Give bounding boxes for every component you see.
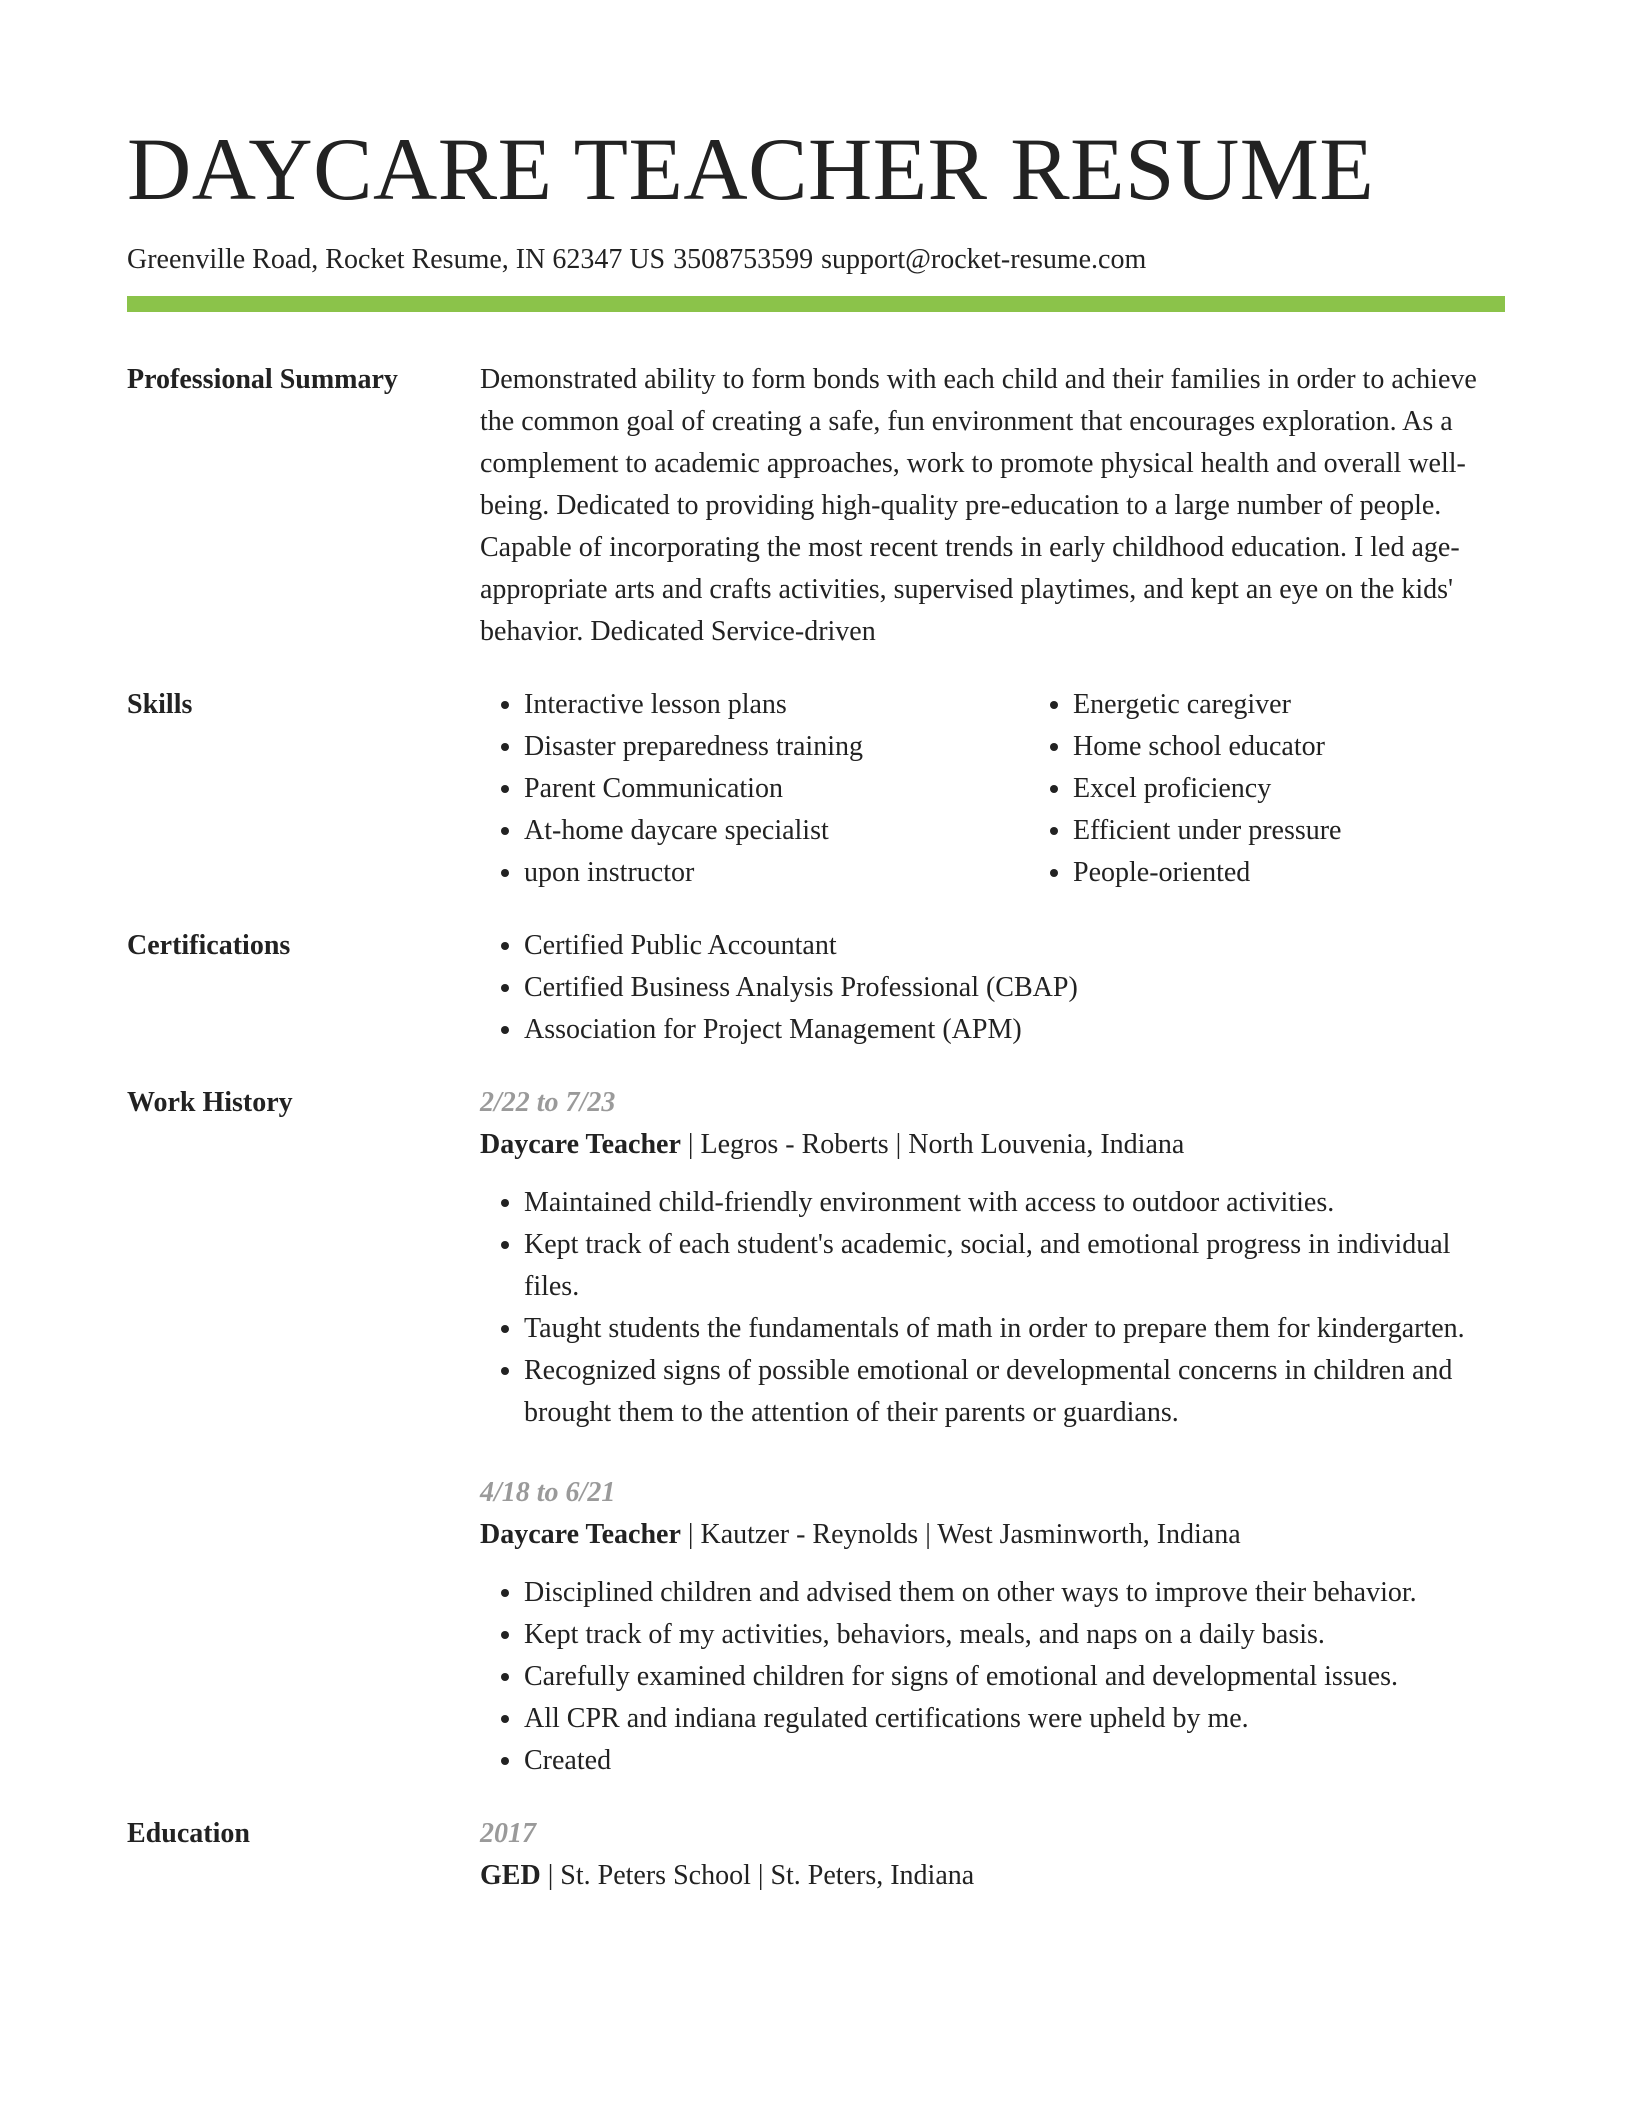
contact-email: support@rocket-resume.com: [821, 244, 1147, 275]
skill-item: • Home school educator: [1073, 726, 1578, 768]
header-divider: [127, 296, 1505, 312]
education-date: 2017: [480, 1818, 536, 1849]
job-bullet: • All CPR and indiana regulated certifications were upheld by me.: [524, 1698, 1505, 1740]
resume-title: DAYCARE TEACHER RESUME: [127, 121, 1375, 219]
skill-item: • People-oriented: [1073, 852, 1578, 894]
summary-text: Demonstrated ability to form bonds with each child and their families in order to achieve the common goal of creating a safe, fun environment that encourages exploration. As a complement to academic approaches, work to promote physical health and overall well-being. Dedicated to providing high-quality pre-education to a large number of people. Capable of incorporating the most recent trends in early childhood education. I led age-appropriate arts and crafts activities, supervised playtimes, and kept an eye on the kids' behavior. Dedicated Service-driven: [480, 364, 1477, 647]
education-body: [480, 1813, 1505, 1897]
job-title: Daycare Teacher: [480, 1519, 681, 1550]
job-bullets: [480, 1182, 1505, 1434]
education-school-location: | St. Peters School | St. Peters, Indiana: [540, 1860, 975, 1891]
job-bullet: • Taught students the fundamentals of math in order to prepare them for kindergarten.: [524, 1308, 1505, 1350]
job-entry: [480, 1472, 1505, 1782]
job-dates: 2/22 to 7/23: [480, 1087, 616, 1118]
skill-item: • Interactive lesson plans: [524, 684, 1029, 726]
certifications-body: [480, 925, 1505, 1051]
job-bullet: • Carefully examined children for signs of emotional and developmental issues.: [524, 1656, 1505, 1698]
skills-columns: [480, 684, 1578, 894]
skill-item: • upon instructor: [524, 852, 1029, 894]
job-employer-location: | Kautzer - Reynolds | West Jasminworth, Indiana: [680, 1519, 1241, 1550]
job-bullet: • Kept track of my activities, behaviors, meals, and naps on a daily basis.: [524, 1614, 1505, 1656]
contact-address: Greenville Road, Rocket Resume, IN 62347 US: [127, 244, 666, 275]
job-bullet: • Disciplined children and advised them on other ways to improve their behavior.: [524, 1572, 1505, 1614]
certification-item: • Certified Business Analysis Professional (CBAP): [524, 967, 1505, 1009]
job-bullet: • Maintained child-friendly environment with access to outdoor activities.: [524, 1182, 1505, 1224]
job-title-line: [480, 1124, 1505, 1166]
skill-item: • Disaster preparedness training: [524, 726, 1029, 768]
job-employer-location: | Legros - Roberts | North Louvenia, Indiana: [680, 1129, 1185, 1160]
skill-item: • At-home daycare specialist: [524, 810, 1029, 852]
job-dates: 4/18 to 6/21: [480, 1477, 616, 1508]
skill-item: • Parent Communication: [524, 768, 1029, 810]
job-entry: [480, 1082, 1505, 1434]
skills-heading: Skills: [127, 689, 193, 720]
contact-line: [127, 240, 1505, 280]
work-history-body: [480, 1082, 1505, 1782]
skills-list-right: [1029, 684, 1578, 894]
job-bullets: [480, 1572, 1505, 1782]
work-history-heading: Work History: [127, 1087, 293, 1118]
certifications-section: [127, 925, 1505, 1051]
summary-heading: Professional Summary: [127, 364, 398, 395]
skill-item: • Energetic caregiver: [1073, 684, 1578, 726]
job-title-line: [480, 1514, 1505, 1556]
certifications-heading: Certifications: [127, 930, 291, 961]
certification-item: • Association for Project Management (APM): [524, 1009, 1505, 1051]
job-title: Daycare Teacher: [480, 1129, 681, 1160]
education-degree: GED: [480, 1860, 541, 1891]
education-line: [480, 1855, 1505, 1897]
job-bullet: • Recognized signs of possible emotional or developmental concerns in children and brought them to the attention of their parents or guardians.: [524, 1350, 1505, 1434]
certifications-list: [480, 925, 1505, 1051]
work-history-section: [127, 1082, 1505, 1782]
job-bullet: • Kept track of each student's academic, social, and emotional progress in individual files.: [524, 1224, 1505, 1308]
education-section: [127, 1813, 1505, 1897]
certification-item: • Certified Public Accountant: [524, 925, 1505, 967]
job-bullet: • Created: [524, 1740, 1505, 1782]
summary-section: [127, 359, 1505, 653]
skills-list-left: [480, 684, 1029, 894]
contact-phone: 3508753599: [673, 244, 814, 275]
skill-item: • Excel proficiency: [1073, 768, 1578, 810]
skill-item: • Efficient under pressure: [1073, 810, 1578, 852]
skills-section: [127, 684, 1505, 894]
education-heading: Education: [127, 1818, 250, 1849]
